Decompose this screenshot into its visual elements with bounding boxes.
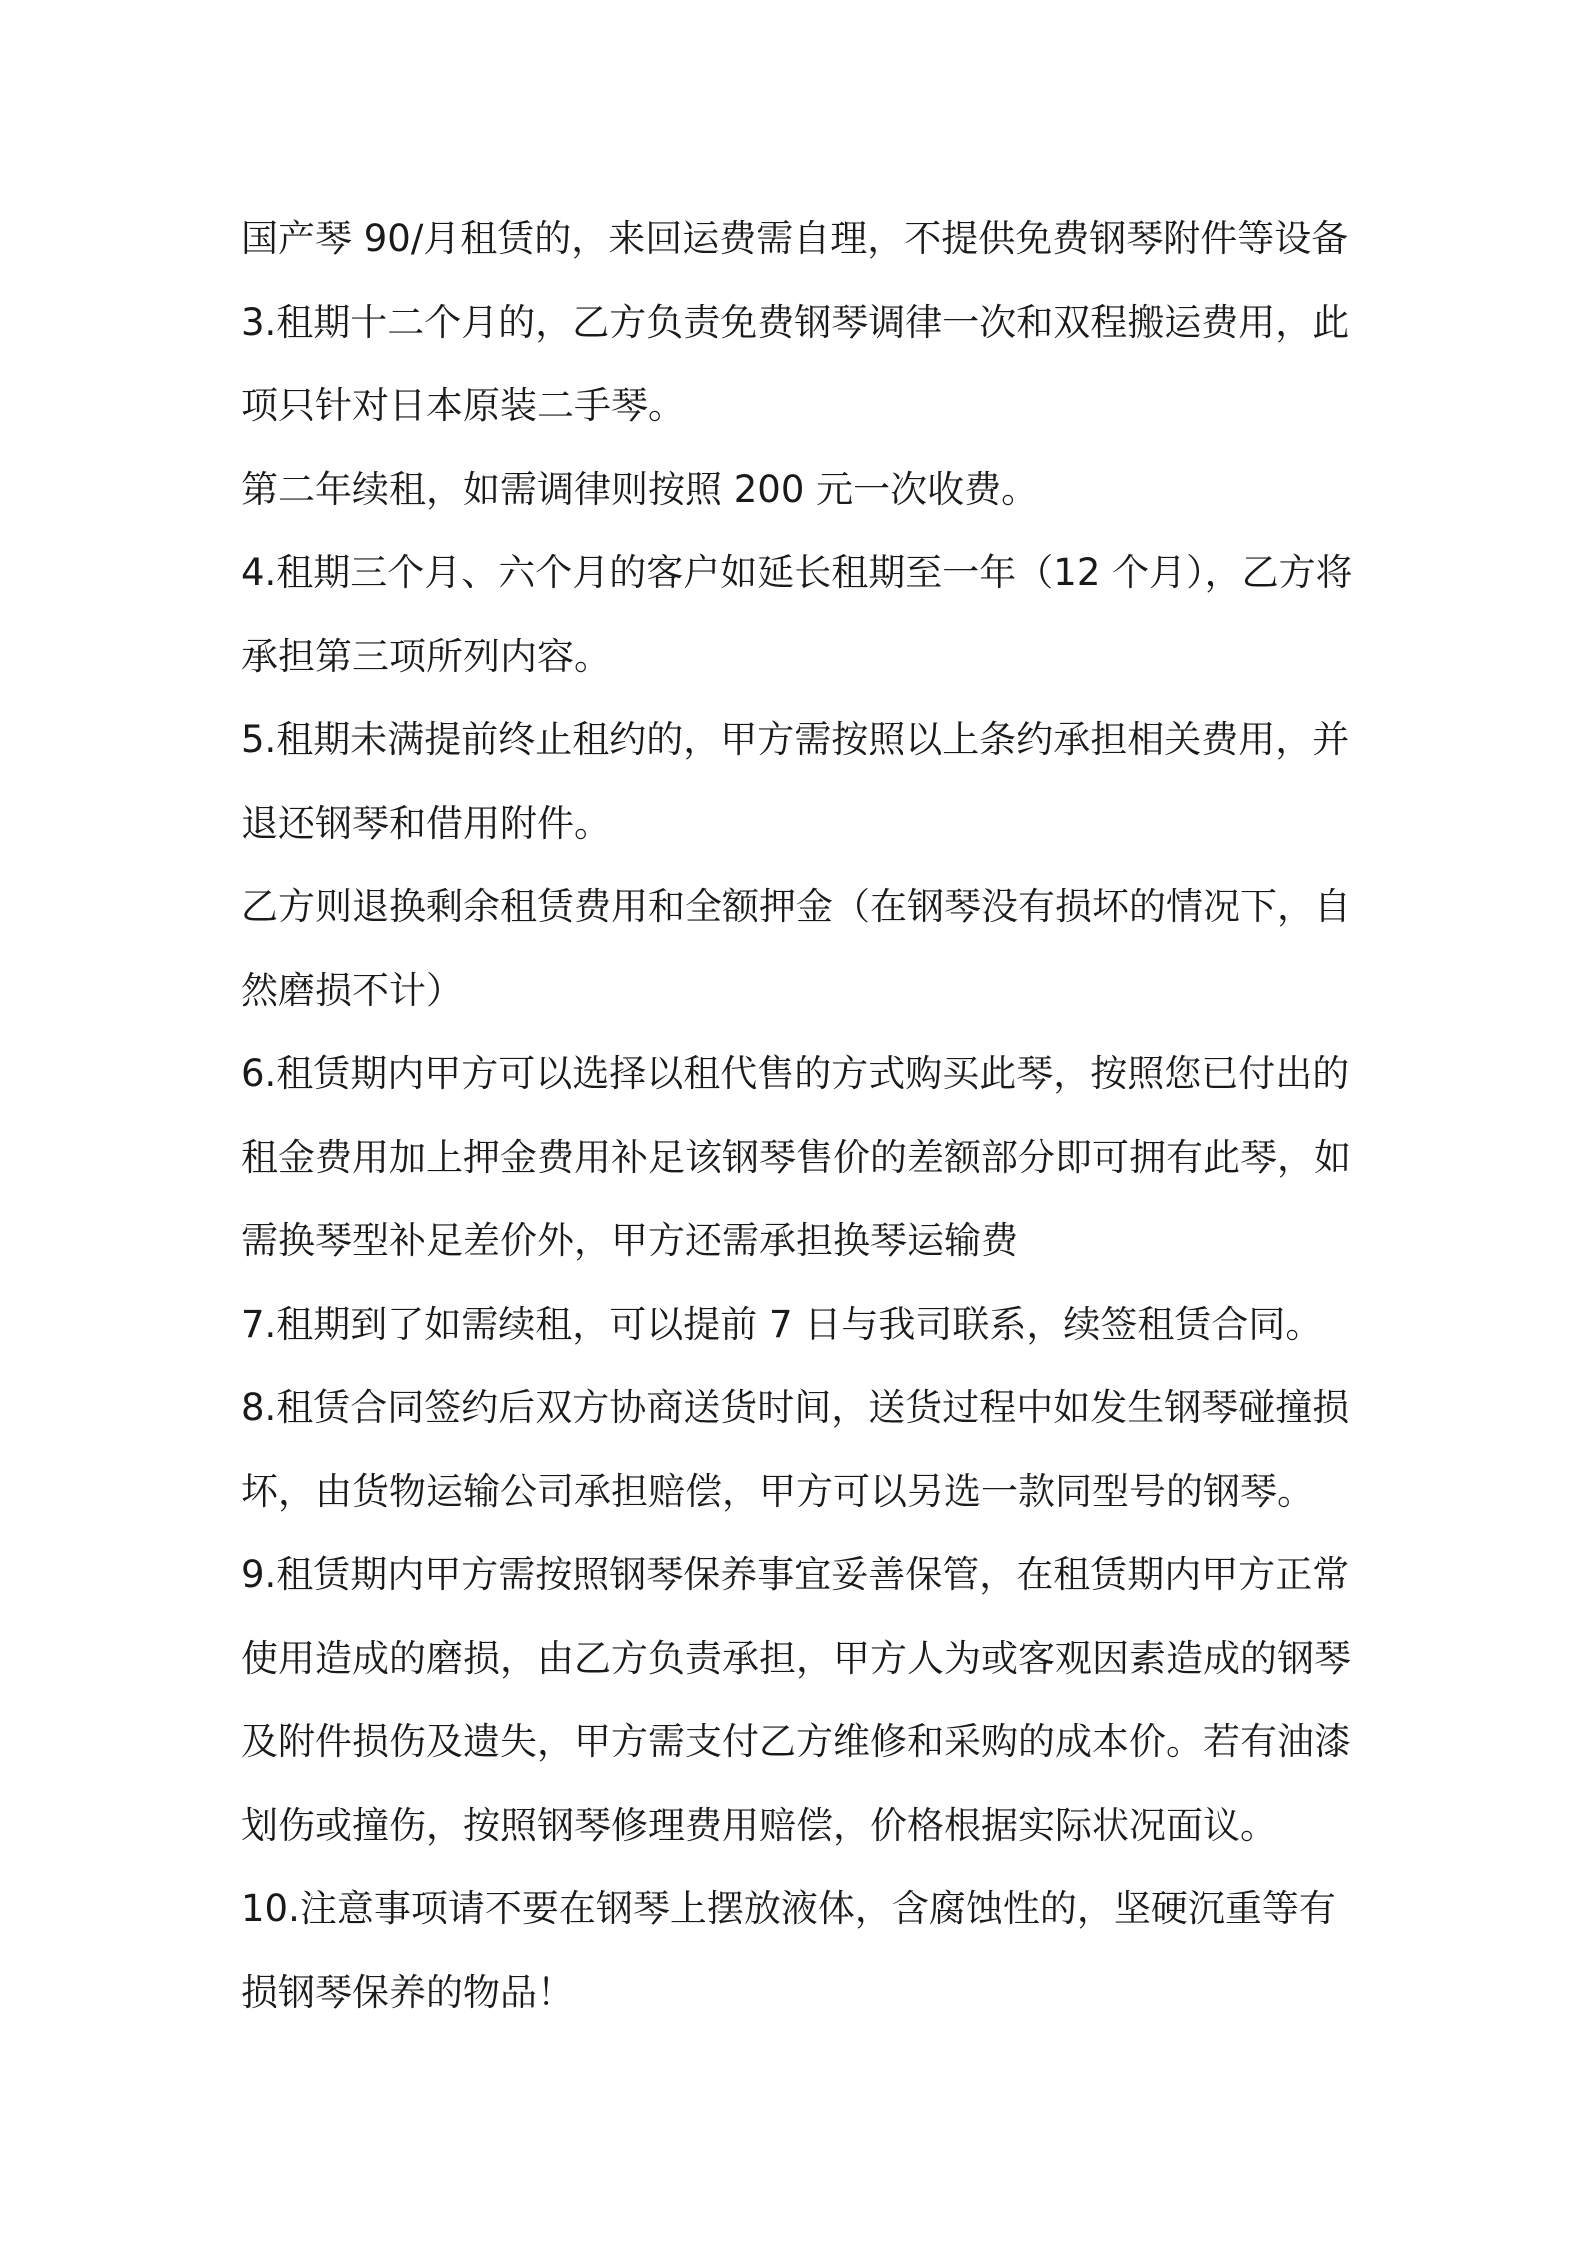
text-line: 划伤或撞伤，按照钢琴修理费用赔偿，价格根据实际状况面议。	[241, 1803, 1277, 1847]
text-line: 3.租期十二个月的，乙方负责免费钢琴调律一次和双程搬运费用，此	[241, 300, 1350, 344]
text-line: 承担第三项所列内容。	[241, 634, 611, 678]
text-line: 5.租期未满提前终止租约的，甲方需按照以上条约承担相关费用，并	[241, 718, 1350, 761]
text-line: 4.租期三个月、六个月的客户如延长租期至一年（12 个月），乙方将	[241, 551, 1353, 594]
text-line: 使用造成的磨损，由乙方负责承担，甲方人为或客观因素造成的钢琴	[241, 1636, 1351, 1680]
text-line: 6.租赁期内甲方可以选择以租代售的方式购买此琴，按照您已付出的	[241, 1052, 1350, 1095]
text-line: 租金费用加上押金费用补足该钢琴售价的差额部分即可拥有此琴，如	[241, 1135, 1351, 1179]
text-line: 坏，由货物运输公司承担赔偿，甲方可以另选一款同型号的钢琴。	[241, 1469, 1314, 1513]
text-line: 项只针对日本原装二手琴。	[241, 384, 685, 427]
document-body	[241, 197, 1361, 2034]
text-line: 国产琴 90/月租赁的，来回运费需自理，不提供免费钢琴附件等设备	[241, 217, 1349, 260]
text-line: 退还钢琴和借用附件。	[241, 801, 611, 845]
text-line: 然磨损不计）	[241, 968, 463, 1012]
text-line: 9.租赁期内甲方需按照钢琴保养事宜妥善保管，在租赁期内甲方正常	[241, 1553, 1350, 1596]
text-line: 损钢琴保养的物品！	[241, 1970, 574, 2014]
text-line: 乙方则退换剩余租赁费用和全额押金（在钢琴没有损坏的情况下，自	[241, 885, 1351, 928]
text-line: 第二年续租，如需调律则按照 200 元一次收费。	[241, 467, 1039, 511]
text-line: 需换琴型补足差价外，甲方还需承担换琴运输费	[241, 1219, 1018, 1262]
text-line: 7.租期到了如需续租，可以提前 7 日与我司联系，续签租赁合同。	[241, 1302, 1323, 1346]
text-line: 10.注意事项请不要在钢琴上摆放液体，含腐蚀性的，坚硬沉重等有	[241, 1887, 1336, 1930]
text-line: 8.租赁合同签约后双方协商送货时间，送货过程中如发生钢琴碰撞损	[241, 1386, 1350, 1429]
text-line: 及附件损伤及遗失，甲方需支付乙方维修和采购的成本价。若有油漆	[241, 1720, 1351, 1763]
